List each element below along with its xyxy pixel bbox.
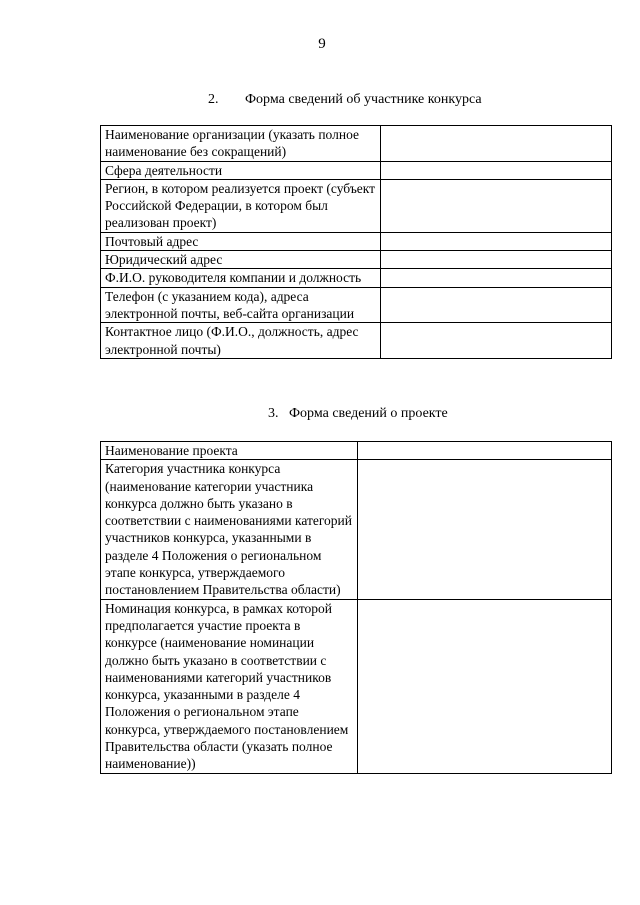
section-2-heading bbox=[208, 92, 482, 108]
section-2-number: 2. bbox=[208, 92, 219, 107]
table-row bbox=[101, 251, 612, 269]
contest-nomination-label: Номинация конкурса, в рамках которой предполагается участие проекта в конкурсе (наименование номинации должно быть указано в соответствии с наименованиями категорий участников конкурса, указанными в разделе 4 Положения о региональном этапе конкурса, утверждаемого постановлением Правительства области (указать полное наименование)) bbox=[101, 599, 358, 773]
participant-region-value[interactable] bbox=[380, 179, 611, 232]
table-row bbox=[101, 599, 612, 773]
project-name-value[interactable] bbox=[357, 442, 611, 460]
participant-postal-address-value[interactable] bbox=[380, 232, 611, 250]
table-row bbox=[101, 232, 612, 250]
participant-category-label: Категория участника конкурса (наименование категории участника конкурса должно быть указано в соответствии с наименованиями категорий участников конкурса, указанными в разделе 4 Положения о региональном этапе конкурса, утверждаемого постановлением Правительства области) bbox=[101, 460, 358, 599]
participant-head-value[interactable] bbox=[380, 269, 611, 287]
section-2-title: Форма сведений об участнике конкурса bbox=[245, 92, 482, 107]
section-3-title: Форма сведений о проекте bbox=[289, 406, 448, 421]
participant-contacts-value[interactable] bbox=[380, 287, 611, 323]
project-info-table bbox=[100, 441, 612, 774]
contest-nomination-value[interactable] bbox=[357, 599, 611, 773]
participant-contact-person-label: Контактное лицо (Ф.И.О., должность, адрес электронной почты) bbox=[101, 323, 381, 359]
participant-activity-label: Сфера деятельности bbox=[101, 161, 381, 179]
participant-activity-value[interactable] bbox=[380, 161, 611, 179]
participant-contact-person-value[interactable] bbox=[380, 323, 611, 359]
table-row bbox=[101, 126, 612, 162]
section-3-heading bbox=[268, 406, 448, 422]
participant-head-label: Ф.И.О. руководителя компании и должность bbox=[101, 269, 381, 287]
table-row bbox=[101, 269, 612, 287]
participant-legal-address-value[interactable] bbox=[380, 251, 611, 269]
participant-postal-address-label: Почтовый адрес bbox=[101, 232, 381, 250]
participant-category-value[interactable] bbox=[357, 460, 611, 599]
table-row bbox=[101, 179, 612, 232]
participant-region-label: Регион, в котором реализуется проект (субъект Российской Федерации, в котором был реализован проект) bbox=[101, 179, 381, 232]
participant-org-name-value[interactable] bbox=[380, 126, 611, 162]
participant-contacts-label: Телефон (с указанием кода), адреса электронной почты, веб-сайта организации bbox=[101, 287, 381, 323]
participant-legal-address-label: Юридический адрес bbox=[101, 251, 381, 269]
table-row bbox=[101, 161, 612, 179]
project-name-label: Наименование проекта bbox=[101, 442, 358, 460]
participant-org-name-label: Наименование организации (указать полное наименование без сокращений) bbox=[101, 126, 381, 162]
table-row bbox=[101, 323, 612, 359]
page-number: 9 bbox=[318, 36, 326, 52]
table-row bbox=[101, 287, 612, 323]
section-3-number: 3. bbox=[268, 406, 279, 421]
participant-info-table bbox=[100, 125, 612, 359]
table-row bbox=[101, 460, 612, 599]
table-row bbox=[101, 442, 612, 460]
